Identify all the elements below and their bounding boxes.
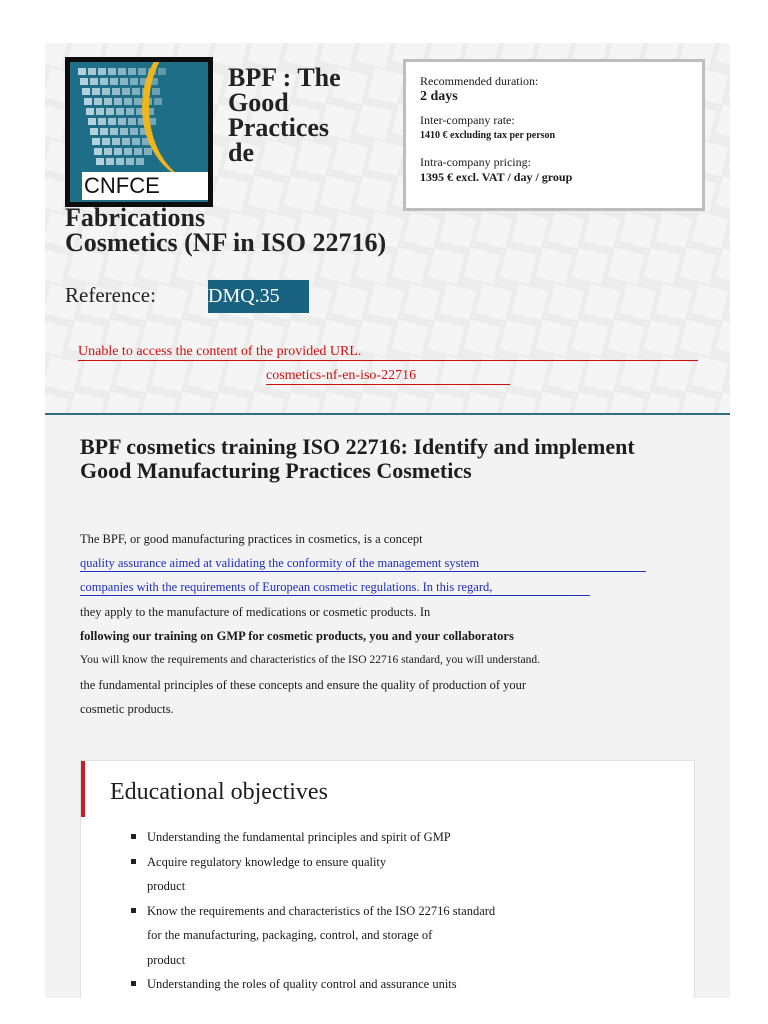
logo-square (128, 118, 136, 125)
pattern-tile (728, 212, 730, 248)
pattern-tile (248, 392, 284, 414)
objectives-card (80, 760, 695, 998)
logo-square (130, 128, 138, 135)
logo-square (100, 128, 108, 135)
objective-line: Know the requirements and characteristics of the ISO 22716 standard (147, 903, 496, 918)
error-link-line-1[interactable]: Unable to access the content of the provided URL. (78, 343, 698, 361)
pattern-tile (572, 392, 608, 414)
intro-line-4: they apply to the manufacture of medications or cosmetic products. In (80, 605, 431, 619)
reference-label: Reference: (65, 283, 156, 307)
inter-rate-label: Inter-company rate: (420, 113, 515, 127)
intro-link-text-2[interactable]: quality assurance aimed at validating the conformity of the management system (80, 556, 646, 572)
logo-square (104, 148, 112, 155)
pattern-tile (716, 248, 730, 284)
pattern-tile (464, 392, 500, 414)
objectives-title: Educational objectives (110, 779, 328, 805)
bullet-icon (131, 859, 136, 864)
pattern-tile (644, 392, 680, 414)
document-page (45, 43, 730, 998)
pattern-tile (620, 356, 656, 392)
objectives-list (147, 825, 667, 997)
logo-graphic (70, 62, 208, 202)
intra-pricing-label: Intra-company pricing: (420, 155, 531, 169)
logo-square (86, 108, 94, 115)
objective-item (147, 825, 667, 850)
pattern-tile (572, 248, 608, 284)
logo-square (126, 108, 134, 115)
logo-square (120, 128, 128, 135)
logo-square (112, 138, 120, 145)
logo-square (82, 88, 90, 95)
pattern-tile (548, 284, 584, 320)
pattern-tile (104, 392, 140, 414)
intro-link-text-3[interactable]: companies with the requirements of European cosmetic regulations. In this regard, (80, 580, 590, 596)
logo-square (98, 118, 106, 125)
pattern-tile (332, 284, 368, 320)
course-info-box (403, 59, 705, 211)
objective-line: product (147, 952, 186, 967)
bullet-icon (131, 981, 136, 986)
logo-square (106, 108, 114, 115)
logo-square (90, 128, 98, 135)
logo-square (96, 158, 104, 165)
pattern-tile (476, 284, 512, 320)
objective-item (147, 899, 667, 973)
logo-square (94, 98, 102, 105)
bullet-icon (131, 834, 136, 839)
duration-label: Recommended duration: (420, 74, 539, 88)
pattern-tile (644, 248, 680, 284)
logo-square (104, 98, 112, 105)
logo-square (134, 148, 142, 155)
logo-square (84, 98, 92, 105)
pattern-tile (512, 284, 548, 320)
pattern-tile (512, 212, 548, 248)
pattern-tile (284, 392, 320, 414)
section-heading: BPF cosmetics training ISO 22716: Identify and implement Good Manufacturing Practices Cosmetics (80, 434, 635, 483)
intro-link-line-3[interactable] (80, 580, 590, 596)
pattern-tile (500, 392, 536, 414)
logo-square (96, 108, 104, 115)
pattern-tile (728, 140, 730, 176)
objective-line: Understanding the roles of quality control and assurance units (147, 977, 457, 991)
inter-rate-value: 1410 € excluding tax per person (420, 130, 556, 141)
pattern-tile (512, 356, 548, 392)
pattern-tile (728, 68, 730, 104)
pattern-tile (692, 212, 728, 248)
logo-square (102, 88, 110, 95)
header-banner (45, 43, 730, 414)
logo-square (88, 118, 96, 125)
logo-square (114, 98, 122, 105)
logo-label: CNFCE (82, 172, 208, 200)
pattern-tile (404, 284, 440, 320)
pattern-tile (584, 212, 620, 248)
logo-square (126, 158, 134, 165)
pattern-tile (608, 392, 644, 414)
pattern-tile (608, 248, 644, 284)
logo-square (90, 78, 98, 85)
pattern-tile (716, 43, 730, 68)
pattern-tile (392, 392, 428, 414)
logo-square (92, 88, 100, 95)
objective-line: for the manufacturing, packaging, control, and storage of (147, 928, 433, 942)
logo-square (108, 68, 116, 75)
bullet-icon (131, 908, 136, 913)
duration-value: 2 days (420, 89, 458, 104)
logo-square (144, 148, 152, 155)
pattern-tile (212, 392, 248, 414)
pattern-tile (656, 356, 692, 392)
logo-square (98, 68, 106, 75)
objectives-accent-bar (81, 761, 85, 817)
intro-link-line-2[interactable] (80, 556, 646, 572)
pattern-tile (620, 212, 656, 248)
pattern-tile (692, 284, 728, 320)
pattern-tile (680, 248, 716, 284)
pattern-tile (620, 284, 656, 320)
logo-arc (142, 62, 208, 182)
pattern-tile (140, 392, 176, 414)
logo-square (100, 78, 108, 85)
pattern-tile (536, 248, 572, 284)
pattern-tile (548, 356, 584, 392)
pattern-tile (728, 284, 730, 320)
objective-line: product (147, 879, 186, 893)
logo-square (94, 148, 102, 155)
pattern-tile (692, 356, 728, 392)
logo-square (108, 118, 116, 125)
logo-square (124, 98, 132, 105)
logo-square (88, 68, 96, 75)
logo-square (110, 128, 118, 135)
pattern-tile (45, 320, 68, 356)
objective-item (147, 850, 667, 899)
pattern-tile (68, 392, 104, 414)
logo-square (112, 88, 120, 95)
logo-square (136, 158, 144, 165)
title-line-1: BPF : The Good Practices de (228, 63, 341, 167)
logo-square (132, 138, 140, 145)
pattern-tile (116, 356, 152, 392)
pattern-tile (656, 284, 692, 320)
pattern-tile (356, 392, 392, 414)
header-divider (45, 413, 730, 415)
logo-square (124, 148, 132, 155)
pattern-tile (656, 212, 692, 248)
title-line-3: Cosmetics (NF in ISO 22716) (65, 228, 387, 257)
logo-square (116, 158, 124, 165)
logo-square (102, 138, 110, 145)
pattern-tile (440, 284, 476, 320)
pattern-tile (80, 356, 116, 392)
logo-square (138, 68, 146, 75)
logo-square (114, 148, 122, 155)
intro-line-5: following our training on GMP for cosmetic products, you and your collaborators (80, 629, 514, 643)
pattern-tile (188, 356, 224, 392)
pattern-tile (716, 104, 730, 140)
pattern-tile (548, 212, 584, 248)
objective-line: Understanding the fundamental principles and spirit of GMP (147, 830, 451, 844)
pattern-tile (728, 356, 730, 392)
pattern-tile (428, 392, 464, 414)
pattern-tile (152, 284, 188, 320)
error-link-line-2[interactable]: cosmetics-nf-en-iso-22716 (266, 367, 510, 385)
pattern-tile (224, 356, 260, 392)
intra-pricing-value: 1395 € excl. VAT / day / group (420, 170, 573, 184)
logo-square (118, 118, 126, 125)
intro-line-8: cosmetic products. (80, 702, 174, 716)
reference-code-badge: DMQ.35 (208, 280, 309, 313)
pattern-tile (368, 284, 404, 320)
logo-square (122, 88, 130, 95)
pattern-tile (584, 356, 620, 392)
pattern-tile (716, 392, 730, 414)
objective-line: Acquire regulatory knowledge to ensure quality (147, 854, 387, 869)
intro-line-7: the fundamental principles of these concepts and ensure the quality of production of your (80, 678, 527, 692)
pattern-tile (536, 392, 572, 414)
logo-square (128, 68, 136, 75)
intro-line-1: The BPF, or good manufacturing practices in cosmetics, is a concept (80, 532, 423, 546)
logo-square (134, 98, 142, 105)
logo-square (92, 138, 100, 145)
logo-square (116, 108, 124, 115)
pattern-tile (176, 392, 212, 414)
logo-square (122, 138, 130, 145)
logo-square (80, 78, 88, 85)
pattern-tile (584, 284, 620, 320)
logo-square (118, 68, 126, 75)
title-line-2: Fabrications (65, 203, 206, 232)
pattern-tile (716, 320, 730, 356)
logo-square (120, 78, 128, 85)
pattern-tile (680, 392, 716, 414)
logo-square (106, 158, 114, 165)
pattern-tile (45, 356, 80, 392)
pattern-tile (152, 356, 188, 392)
logo-square (110, 78, 118, 85)
cnfce-logo (65, 57, 213, 207)
title-line-2-3 (65, 205, 485, 255)
logo-square (78, 68, 86, 75)
logo-square (132, 88, 140, 95)
pattern-tile (716, 176, 730, 212)
pattern-tile (320, 392, 356, 414)
intro-line-6: You will know the requirements and characteristics of the ISO 22716 standard, you will understand. (80, 654, 541, 666)
logo-square (130, 78, 138, 85)
pattern-tile (500, 248, 536, 284)
objective-item (147, 972, 667, 997)
pattern-tile (45, 392, 68, 414)
